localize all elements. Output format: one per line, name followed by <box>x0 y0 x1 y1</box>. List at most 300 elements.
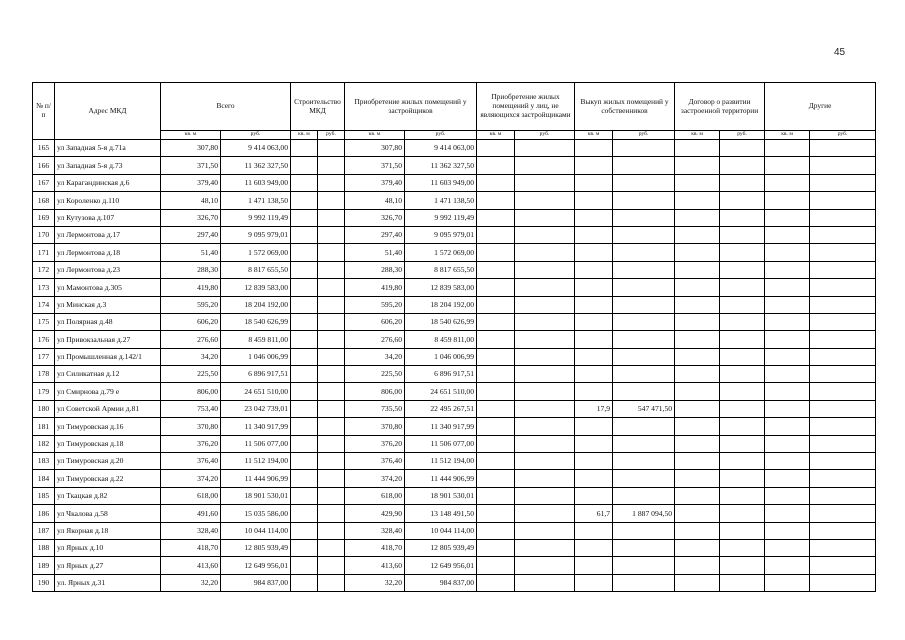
cell-buy-area <box>575 574 613 591</box>
cell-terr-cost <box>720 435 765 452</box>
cell-dev-cost: 12 839 583,00 <box>405 279 477 296</box>
cell-terr-cost <box>720 574 765 591</box>
cell-terr-cost <box>720 505 765 522</box>
cell-other-cost <box>810 226 876 243</box>
cell-nondev-cost <box>515 522 575 539</box>
cell-nondev-cost <box>515 296 575 313</box>
cell-dev-area: 806,00 <box>345 383 405 400</box>
cell-buy-cost <box>613 435 675 452</box>
cell-build-area <box>291 574 318 591</box>
cell-terr-area <box>675 400 720 417</box>
header-nondeveloper-purchase: Приобретение жилых помещений у лиц, не являющихся застройщиками <box>477 83 575 131</box>
cell-build-cost <box>318 261 345 278</box>
cell-n: 166 <box>33 157 55 174</box>
cell-terr-area <box>675 174 720 191</box>
cell-terr-cost <box>720 487 765 504</box>
cell-other-area <box>765 174 810 191</box>
cell-area: 276,60 <box>161 331 221 348</box>
cell-buy-cost <box>613 331 675 348</box>
cell-build-cost <box>318 331 345 348</box>
cell-area: 419,80 <box>161 279 221 296</box>
cell-nondev-area <box>477 418 515 435</box>
cell-buy-area <box>575 313 613 330</box>
cell-dev-cost: 18 901 530,01 <box>405 487 477 504</box>
cell-cost: 8 817 655,50 <box>221 261 291 278</box>
cell-buy-cost <box>613 539 675 556</box>
cell-dev-area: 32,20 <box>345 574 405 591</box>
cell-other-area <box>765 400 810 417</box>
cell-cost: 10 044 114,00 <box>221 522 291 539</box>
cell-build-cost <box>318 522 345 539</box>
cell-nondev-cost <box>515 366 575 383</box>
cell-other-area <box>765 505 810 522</box>
cell-build-cost <box>318 174 345 191</box>
cell-nondev-cost <box>515 140 575 157</box>
subheader-area: кв. м <box>345 131 405 140</box>
cell-dev-area: 328,40 <box>345 522 405 539</box>
cell-dev-cost: 12 649 956,01 <box>405 557 477 574</box>
cell-other-cost <box>810 157 876 174</box>
cell-terr-area <box>675 574 720 591</box>
cell-nondev-area <box>477 470 515 487</box>
cell-addr: ул Карагандинская д.6 <box>55 174 161 191</box>
cell-build-area <box>291 348 318 365</box>
cell-other-area <box>765 557 810 574</box>
cell-buy-cost <box>613 418 675 435</box>
cell-build-area <box>291 470 318 487</box>
cell-build-cost <box>318 487 345 504</box>
cell-buy-area <box>575 140 613 157</box>
cell-buy-area <box>575 192 613 209</box>
cell-other-area <box>765 487 810 504</box>
cell-n: 169 <box>33 209 55 226</box>
cell-build-cost <box>318 366 345 383</box>
cell-other-cost <box>810 261 876 278</box>
table-row <box>33 522 876 539</box>
cell-nondev-cost <box>515 539 575 556</box>
cell-nondev-area <box>477 366 515 383</box>
cell-cost: 11 444 906,99 <box>221 470 291 487</box>
subheader-cost: руб. <box>515 131 575 140</box>
cell-buy-cost <box>613 522 675 539</box>
cell-build-area <box>291 557 318 574</box>
cell-n: 184 <box>33 470 55 487</box>
cell-area: 491,60 <box>161 505 221 522</box>
cell-build-cost <box>318 313 345 330</box>
cell-cost: 12 649 956,01 <box>221 557 291 574</box>
cell-n: 174 <box>33 296 55 313</box>
cell-addr: ул Силикатная д.12 <box>55 366 161 383</box>
cell-other-area <box>765 140 810 157</box>
cell-dev-area: 307,80 <box>345 140 405 157</box>
cell-other-area <box>765 418 810 435</box>
cell-area: 48,10 <box>161 192 221 209</box>
cell-other-cost <box>810 192 876 209</box>
cell-buy-area <box>575 157 613 174</box>
cell-other-area <box>765 522 810 539</box>
cell-other-cost <box>810 487 876 504</box>
table-row <box>33 157 876 174</box>
cell-other-cost <box>810 348 876 365</box>
cell-area: 297,40 <box>161 226 221 243</box>
cell-other-cost <box>810 279 876 296</box>
cell-area: 374,20 <box>161 470 221 487</box>
cell-build-area <box>291 140 318 157</box>
cell-area: 618,00 <box>161 487 221 504</box>
table-row <box>33 313 876 330</box>
cell-buy-cost <box>613 261 675 278</box>
cell-nondev-cost <box>515 557 575 574</box>
cell-buy-area <box>575 348 613 365</box>
cell-terr-area <box>675 383 720 400</box>
cell-cost: 984 837,00 <box>221 574 291 591</box>
cell-build-area <box>291 383 318 400</box>
cell-area: 371,50 <box>161 157 221 174</box>
cell-cost: 11 512 194,00 <box>221 453 291 470</box>
cell-dev-cost: 10 044 114,00 <box>405 522 477 539</box>
cell-terr-area <box>675 140 720 157</box>
cell-terr-area <box>675 192 720 209</box>
cell-other-cost <box>810 539 876 556</box>
cell-dev-cost: 24 651 510,00 <box>405 383 477 400</box>
cell-nondev-cost <box>515 487 575 504</box>
cell-dev-area: 288,30 <box>345 261 405 278</box>
cell-cost: 9 992 119,49 <box>221 209 291 226</box>
cell-terr-area <box>675 261 720 278</box>
cell-dev-cost: 11 506 077,00 <box>405 435 477 452</box>
cell-build-area <box>291 209 318 226</box>
cell-nondev-cost <box>515 279 575 296</box>
cell-addr: ул Лермонтова д.23 <box>55 261 161 278</box>
subheader-area: кв. м <box>675 131 720 140</box>
cell-cost: 15 035 586,00 <box>221 505 291 522</box>
cell-terr-cost <box>720 348 765 365</box>
cell-terr-area <box>675 522 720 539</box>
cell-addr: ул Полярная д.48 <box>55 313 161 330</box>
cell-cost: 11 506 077,00 <box>221 435 291 452</box>
cell-terr-area <box>675 244 720 261</box>
subheader-cost: руб. <box>810 131 876 140</box>
cell-other-cost <box>810 313 876 330</box>
cell-cost: 11 362 327,50 <box>221 157 291 174</box>
cell-n: 178 <box>33 366 55 383</box>
cell-other-area <box>765 435 810 452</box>
cell-build-cost <box>318 539 345 556</box>
cell-nondev-cost <box>515 435 575 452</box>
cell-nondev-cost <box>515 313 575 330</box>
cell-other-cost <box>810 435 876 452</box>
cell-buy-cost <box>613 383 675 400</box>
cell-terr-cost <box>720 453 765 470</box>
cell-build-area <box>291 244 318 261</box>
cell-nondev-cost <box>515 209 575 226</box>
cell-other-area <box>765 261 810 278</box>
header-owner-buyout: Выкуп жилых помещений у собственников <box>575 83 675 131</box>
cell-nondev-area <box>477 348 515 365</box>
cell-n: 189 <box>33 557 55 574</box>
cell-cost: 24 651 510,00 <box>221 383 291 400</box>
cell-n: 165 <box>33 140 55 157</box>
cell-addr: ул Тимуровская д.22 <box>55 470 161 487</box>
header-construction: Строительство МКД <box>291 83 345 131</box>
cell-buy-cost <box>613 140 675 157</box>
cell-buy-cost <box>613 557 675 574</box>
cell-terr-area <box>675 435 720 452</box>
cell-terr-cost <box>720 192 765 209</box>
cell-nondev-area <box>477 261 515 278</box>
subheader-cost: руб. <box>405 131 477 140</box>
cell-terr-cost <box>720 296 765 313</box>
cell-n: 176 <box>33 331 55 348</box>
cell-buy-area <box>575 174 613 191</box>
table-row <box>33 435 876 452</box>
cell-terr-cost <box>720 383 765 400</box>
cell-nondev-area <box>477 400 515 417</box>
cell-build-area <box>291 192 318 209</box>
cell-cost: 12 805 939,49 <box>221 539 291 556</box>
cell-buy-cost <box>613 226 675 243</box>
cell-n: 186 <box>33 505 55 522</box>
cell-cost: 18 204 192,00 <box>221 296 291 313</box>
cell-addr: ул Ткацкая д.82 <box>55 487 161 504</box>
cell-n: 170 <box>33 226 55 243</box>
cell-area: 376,20 <box>161 435 221 452</box>
cell-terr-area <box>675 226 720 243</box>
cell-build-area <box>291 279 318 296</box>
cell-terr-cost <box>720 400 765 417</box>
cell-dev-cost: 6 896 917,51 <box>405 366 477 383</box>
cell-other-area <box>765 226 810 243</box>
cell-build-cost <box>318 192 345 209</box>
cell-n: 171 <box>33 244 55 261</box>
cell-buy-area: 17,9 <box>575 400 613 417</box>
table-row <box>33 574 876 591</box>
cell-n: 172 <box>33 261 55 278</box>
table-row <box>33 418 876 435</box>
cell-build-cost <box>318 226 345 243</box>
subheader-cost: руб. <box>720 131 765 140</box>
cell-buy-cost <box>613 296 675 313</box>
cell-build-area <box>291 487 318 504</box>
cell-buy-area <box>575 539 613 556</box>
cell-nondev-cost <box>515 400 575 417</box>
cell-addr: ул Тимуровская д.18 <box>55 435 161 452</box>
cell-dev-cost: 12 805 939,49 <box>405 539 477 556</box>
cell-addr: ул Советской Армии д.81 <box>55 400 161 417</box>
cell-area: 225,50 <box>161 366 221 383</box>
cell-build-area <box>291 261 318 278</box>
table-row <box>33 192 876 209</box>
cell-n: 175 <box>33 313 55 330</box>
cell-dev-area: 51,40 <box>345 244 405 261</box>
table-row <box>33 453 876 470</box>
subheader-area: кв. м <box>161 131 221 140</box>
cell-buy-cost <box>613 244 675 261</box>
cell-n: 190 <box>33 574 55 591</box>
cell-dev-cost: 9 992 119,49 <box>405 209 477 226</box>
cell-build-cost <box>318 557 345 574</box>
cell-dev-area: 374,20 <box>345 470 405 487</box>
cell-terr-area <box>675 487 720 504</box>
cell-other-cost <box>810 400 876 417</box>
cell-n: 182 <box>33 435 55 452</box>
cell-nondev-area <box>477 331 515 348</box>
cell-dev-cost: 9 414 063,00 <box>405 140 477 157</box>
cell-terr-cost <box>720 157 765 174</box>
table-row <box>33 331 876 348</box>
cell-nondev-area <box>477 244 515 261</box>
cell-area: 595,20 <box>161 296 221 313</box>
cell-buy-area <box>575 383 613 400</box>
cell-cost: 9 095 979,01 <box>221 226 291 243</box>
cell-buy-area <box>575 261 613 278</box>
cell-cost: 1 471 138,50 <box>221 192 291 209</box>
cell-area: 51,40 <box>161 244 221 261</box>
cell-dev-area: 34,20 <box>345 348 405 365</box>
cell-dev-cost: 1 471 138,50 <box>405 192 477 209</box>
table-row <box>33 557 876 574</box>
cell-buy-cost <box>613 174 675 191</box>
cell-other-cost <box>810 418 876 435</box>
cell-area: 413,60 <box>161 557 221 574</box>
cell-buy-area <box>575 279 613 296</box>
cell-other-cost <box>810 366 876 383</box>
cell-buy-area <box>575 209 613 226</box>
cell-dev-cost: 1 572 069,00 <box>405 244 477 261</box>
cell-dev-area: 326,70 <box>345 209 405 226</box>
cell-nondev-area <box>477 209 515 226</box>
cell-dev-cost: 13 148 491,50 <box>405 505 477 522</box>
cell-cost: 11 603 949,00 <box>221 174 291 191</box>
cell-nondev-area <box>477 435 515 452</box>
cell-terr-area <box>675 366 720 383</box>
cell-dev-area: 379,40 <box>345 174 405 191</box>
subheader-cost: руб. <box>318 131 345 140</box>
cell-buy-cost <box>613 313 675 330</box>
cell-buy-area <box>575 470 613 487</box>
subheader-area: кв. м <box>575 131 613 140</box>
cell-build-cost <box>318 470 345 487</box>
cell-terr-area <box>675 157 720 174</box>
cell-dev-area: 370,80 <box>345 418 405 435</box>
cell-build-cost <box>318 400 345 417</box>
table-row <box>33 261 876 278</box>
cell-other-cost <box>810 140 876 157</box>
cell-other-cost <box>810 174 876 191</box>
cell-other-area <box>765 209 810 226</box>
cell-build-cost <box>318 244 345 261</box>
cell-nondev-area <box>477 522 515 539</box>
cell-dev-cost: 984 837,00 <box>405 574 477 591</box>
cell-build-area <box>291 435 318 452</box>
cell-addr: ул Кутузова д.107 <box>55 209 161 226</box>
cell-dev-area: 606,20 <box>345 313 405 330</box>
cell-buy-cost <box>613 279 675 296</box>
cell-dev-cost: 18 540 626,99 <box>405 313 477 330</box>
cell-dev-cost: 1 046 006,99 <box>405 348 477 365</box>
cell-area: 32,20 <box>161 574 221 591</box>
cell-nondev-area <box>477 505 515 522</box>
cell-build-area <box>291 522 318 539</box>
cell-terr-cost <box>720 331 765 348</box>
cell-build-cost <box>318 140 345 157</box>
cell-dev-cost: 11 340 917,99 <box>405 418 477 435</box>
subheader-cost: руб. <box>613 131 675 140</box>
cell-other-cost <box>810 505 876 522</box>
cell-nondev-cost <box>515 261 575 278</box>
cell-cost: 23 042 739,01 <box>221 400 291 417</box>
cell-build-cost <box>318 574 345 591</box>
cell-other-area <box>765 296 810 313</box>
cell-other-area <box>765 470 810 487</box>
cell-buy-area <box>575 557 613 574</box>
cell-terr-area <box>675 505 720 522</box>
cell-other-cost <box>810 296 876 313</box>
cell-addr: ул Западная 5-я д.71а <box>55 140 161 157</box>
cell-nondev-cost <box>515 331 575 348</box>
cell-buy-cost: 1 887 094,50 <box>613 505 675 522</box>
cell-other-area <box>765 244 810 261</box>
cell-buy-area <box>575 453 613 470</box>
cell-build-area <box>291 174 318 191</box>
cell-buy-area <box>575 226 613 243</box>
header-num: № п/п <box>33 83 55 140</box>
cell-other-area <box>765 279 810 296</box>
cell-other-cost <box>810 470 876 487</box>
cell-area: 606,20 <box>161 313 221 330</box>
cell-nondev-cost <box>515 453 575 470</box>
cell-build-cost <box>318 157 345 174</box>
cell-nondev-area <box>477 383 515 400</box>
cell-addr: ул Лермонтова д.18 <box>55 244 161 261</box>
cell-build-cost <box>318 505 345 522</box>
cell-build-area <box>291 539 318 556</box>
cell-buy-cost <box>613 192 675 209</box>
table-row <box>33 366 876 383</box>
table-row <box>33 383 876 400</box>
cell-cost: 9 414 063,00 <box>221 140 291 157</box>
cell-terr-cost <box>720 522 765 539</box>
page-number: 45 <box>834 47 846 58</box>
cell-n: 168 <box>33 192 55 209</box>
cell-area: 418,70 <box>161 539 221 556</box>
cell-addr: ул Смирнова д.79 е <box>55 383 161 400</box>
cell-terr-cost <box>720 244 765 261</box>
cell-area: 307,80 <box>161 140 221 157</box>
cell-nondev-cost <box>515 244 575 261</box>
cell-nondev-area <box>477 296 515 313</box>
cell-n: 185 <box>33 487 55 504</box>
cell-nondev-area <box>477 279 515 296</box>
subheader-cost: руб. <box>221 131 291 140</box>
cell-area: 806,00 <box>161 383 221 400</box>
cell-area: 376,40 <box>161 453 221 470</box>
cell-addr: ул Якорная д.18 <box>55 522 161 539</box>
cell-other-cost <box>810 574 876 591</box>
cell-cost: 18 901 530,01 <box>221 487 291 504</box>
cell-terr-cost <box>720 557 765 574</box>
cell-other-area <box>765 313 810 330</box>
table-row <box>33 174 876 191</box>
cell-build-area <box>291 366 318 383</box>
table-row <box>33 487 876 504</box>
cell-other-cost <box>810 522 876 539</box>
cell-other-area <box>765 366 810 383</box>
cell-nondev-cost <box>515 470 575 487</box>
cell-terr-area <box>675 331 720 348</box>
cell-terr-cost <box>720 366 765 383</box>
cell-terr-cost <box>720 226 765 243</box>
